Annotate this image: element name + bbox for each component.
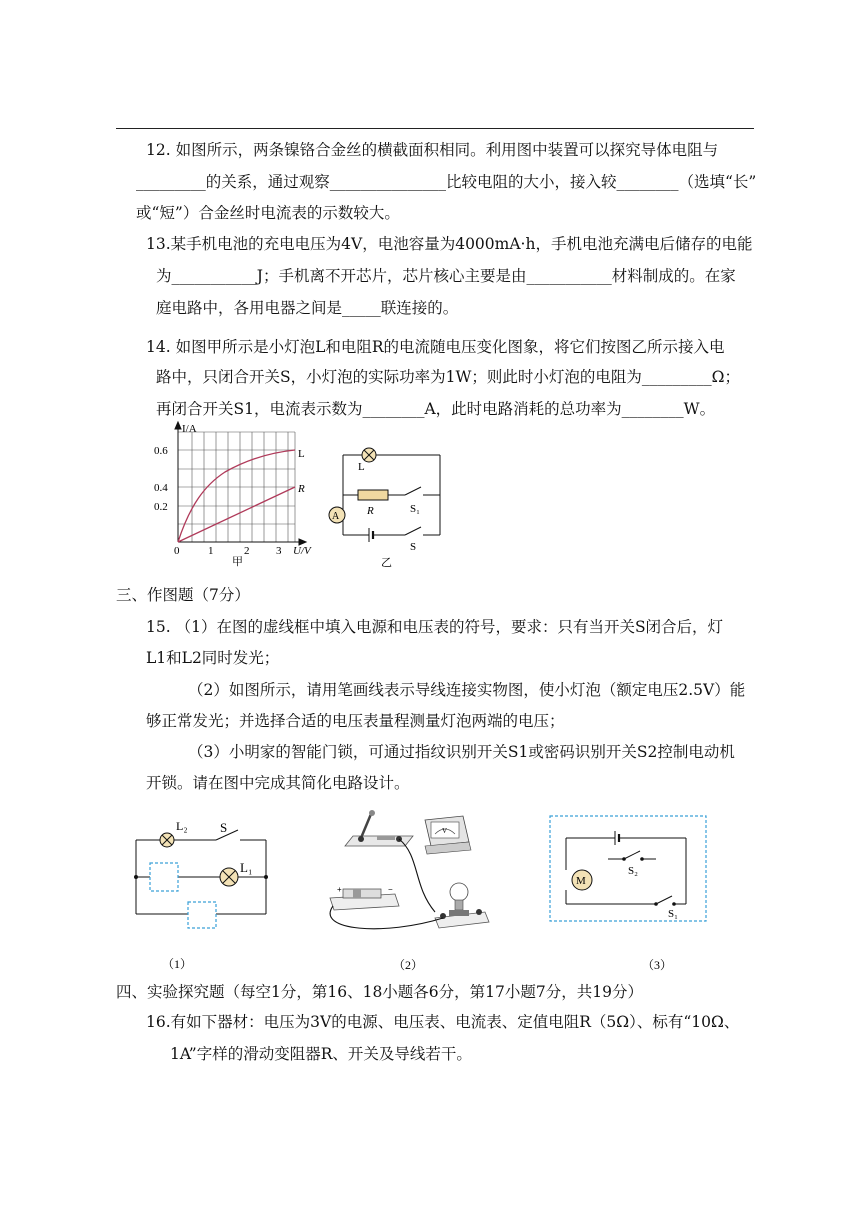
fig1-caption: （1） xyxy=(162,957,193,970)
dashed-box-bottom xyxy=(188,902,216,928)
fig3-S2-label: S₂ xyxy=(628,865,638,877)
xtick-2: 2 xyxy=(244,545,250,557)
graph-xlabel: U/V xyxy=(293,545,311,557)
q15-p2-line1: （2）如图所示，请用笔画线表示导线连接实物图，使小灯泡（额定电压2.5V）能 xyxy=(188,681,746,699)
fig1-L2-label: L₂ xyxy=(176,819,188,833)
q16-line1: 16.有如下器材：电压为3V的电源、电压表、电流表、定值电阻R（5Ω）、标有“10Ω、 xyxy=(146,1013,740,1031)
battery-pack xyxy=(330,885,399,910)
curve-L-label: L xyxy=(298,448,305,460)
q16-line2: 1A”字样的滑动变阻器R、开关及导线若干。 xyxy=(170,1045,472,1063)
lamp-L-label: L xyxy=(358,461,365,473)
voltmeter xyxy=(425,816,471,854)
xtick-1: 1 xyxy=(208,545,214,557)
fig1-circuit xyxy=(128,810,273,970)
q15-p3-line2: 开锁。请在图中完成其简化电路设计。 xyxy=(146,774,410,792)
xtick-0: 0 xyxy=(174,545,180,557)
ytick-06: 0.6 xyxy=(154,445,168,457)
q13-line3: 庭电路中，各用电器之间是_____联连接的。 xyxy=(156,299,459,317)
q12-line1: 12. 如图所示，两条镍铬合金丝的横截面积相同。利用图中装置可以探究导体电阻与 xyxy=(146,141,719,159)
switch-S-label: S xyxy=(410,541,417,553)
q12-line2: _________的关系，通过观察_______________比较电阻的大小，接入较________（选填“长” xyxy=(136,173,757,191)
q14-line1: 14. 如图甲所示是小灯泡L和电阻R的电流随电压变化图象，将它们按图乙所示接入电 xyxy=(146,338,725,356)
header-rule xyxy=(116,128,754,129)
fig2-caption: （2） xyxy=(393,958,424,971)
dashed-box-left xyxy=(150,863,178,891)
graph-grid xyxy=(178,432,295,542)
svg-text:−: − xyxy=(388,885,393,894)
curve-L xyxy=(178,450,295,542)
curve-R-label: R xyxy=(298,483,305,495)
q15-p1-line2: L1和L2同时发光； xyxy=(146,649,280,667)
switch-S1-label: S₁ xyxy=(410,503,420,515)
resistor-R-label: R xyxy=(367,505,374,517)
curve-R xyxy=(178,487,295,542)
q13-line1: 13.某手机电池的充电电压为4V，电池容量为4000mA·h，手机电池充满电后储存的电能 xyxy=(146,235,753,253)
q15-p2-line2: 够正常发光；并选择合适的电压表量程测量灯泡两端的电压； xyxy=(146,712,565,730)
ytick-02: 0.2 xyxy=(154,501,168,513)
circuit-b xyxy=(325,440,450,570)
fig3-S1-label: S₁ xyxy=(668,908,678,920)
circuit-b-caption: 乙 xyxy=(381,557,392,569)
q12-line3: 或“短”）合金丝时电流表的示数较大。 xyxy=(136,204,400,222)
fig3-circuit xyxy=(548,814,713,972)
q13-line2: 为___________J；手机离不开芯片，芯片核心主要是由___________材料制成的。在家 xyxy=(156,267,736,285)
section3-heading: 三、作图题（7分） xyxy=(116,586,250,604)
iu-graph xyxy=(150,420,320,570)
svg-text:V: V xyxy=(442,827,448,835)
xtick-3: 3 xyxy=(276,545,282,557)
q14-line3: 再闭合开关S1，电流表示数为________A，此时电路消耗的总功率为________W。 xyxy=(156,400,716,418)
ytick-04: 0.4 xyxy=(154,482,168,494)
motor-label: M xyxy=(576,875,586,887)
fig1-S-label: S xyxy=(220,820,228,835)
graph-ylabel: I/A xyxy=(182,423,197,435)
q15-p3-line1: （3）小明家的智能门锁，可通过指纹识别开关S1或密码识别开关S2控制电动机 xyxy=(188,743,735,761)
fig1-L1-label: L₁ xyxy=(240,860,253,875)
ammeter-label: A xyxy=(332,511,340,522)
knife-switch xyxy=(345,810,413,846)
q15-p1-line1: 15. （1）在图的虚线框中填入电源和电压表的符号，要求：只有当开关S闭合后，灯 xyxy=(146,618,724,636)
section4-heading: 四、实验探究题（每空1分，第16、18小题各6分，第17小题7分，共19分） xyxy=(116,983,643,1001)
bulb-on-base xyxy=(435,883,489,928)
fig2-apparatus xyxy=(325,806,495,971)
q14-line2: 路中，只闭合开关S，小灯泡的实际功率为1W；则此时小灯泡的电阻为_________Ω； xyxy=(156,368,741,386)
fig3-caption: （3） xyxy=(642,958,673,972)
graph-axes xyxy=(175,422,306,545)
svg-text:+: + xyxy=(337,885,342,894)
graph-caption: 甲 xyxy=(232,556,243,568)
